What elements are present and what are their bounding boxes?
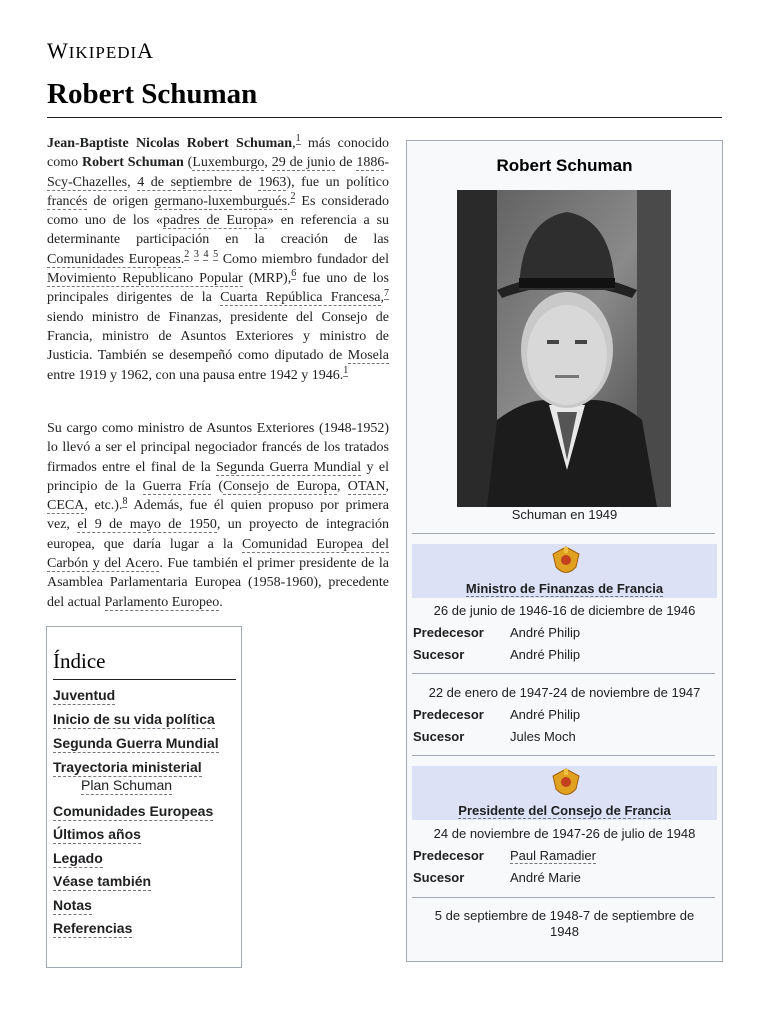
toc-item-plan-schuman[interactable]: Plan Schuman (81, 777, 173, 793)
text: ( (183, 155, 193, 171)
predecessor-label: Predecesor (413, 625, 484, 640)
link-cuarta-republica[interactable]: Cuarta República Francesa (220, 290, 381, 306)
office-name[interactable] (412, 581, 717, 596)
table-of-contents (46, 626, 242, 968)
infobox-divider (412, 755, 715, 756)
text: más conocido como (47, 136, 389, 171)
term-dates: 26 de junio de 1946-16 de diciembre de 1946 (433, 603, 696, 618)
toc-item-notas[interactable]: Notas (53, 897, 92, 913)
link-4-septiembre[interactable]: 4 de septiembre (137, 174, 233, 190)
toc-item-vease[interactable]: Véase también (53, 873, 152, 889)
predecessor-label: Predecesor (413, 848, 484, 863)
text: , (385, 478, 389, 494)
term-dates: 5 de septiembre de 1948-7 de septiembre de 1948 (434, 908, 695, 939)
text: , un proyecto de integración europea, que daría lugar a la (47, 517, 389, 552)
ref-7[interactable]: 7 (384, 287, 389, 299)
infobox-divider (412, 673, 715, 674)
portrait-illustration (457, 190, 671, 507)
link-guerra-fria[interactable]: Guerra Fría (142, 478, 212, 494)
text: Como miembro fundador del (218, 251, 389, 267)
ref-3[interactable]: 3 (193, 249, 199, 261)
text: de (232, 174, 259, 190)
office-name[interactable] (412, 803, 717, 818)
text: , (127, 174, 138, 190)
link-ceca-full[interactable]: Comunidad Europea del Carbón y del Acero (47, 536, 389, 572)
text: de origen (87, 193, 155, 209)
link-29-junio[interactable]: 29 de junio (271, 155, 336, 171)
text: , (264, 155, 272, 171)
link-ceca[interactable]: CECA (47, 498, 85, 514)
predecessor-value: André Philip (510, 707, 581, 722)
successor-label: Sucesor (413, 647, 465, 662)
infobox (406, 140, 723, 962)
page-title: Robert Schuman (47, 78, 258, 110)
lead-paragraph-1: Jean-Baptiste Nicolas Robert Schuman,$^1$ más conocido como Robert Schuman (Luxemburgo, 29 de junio de 1886-Scy-Chazelles, 4 de septiembre de 1963), fue un político francés de origen germano-luxemburgués.$^2$ Es considerado como uno de los «padres de Europa» en referencia a su determinante participación en la creación de las Comunidades Europeas.$^2$ $^3$ $^4$ $^5$ Como miembro fundador del Movimiento Republicano Popular (MRP),$^6$ fue uno de los principales dirigentes de la Cuarta República Francesa,$^7$ siendo ministro de Finanzas, presidente del Consejo de Francia, ministro de Asuntos Exteriores y ministro de Justicia. También se desempeñó como diputado de Mosela entre 1919 y 1962, con una pausa entre 1942 y 1946.$^1$ (47, 133, 390, 383)
wordmark-a: A (137, 38, 155, 63)
link-germano-luxemburgues[interactable]: germano-luxemburgués (154, 193, 287, 209)
text: ), fue un político (286, 174, 390, 190)
infobox-title: Robert Schuman (496, 156, 633, 175)
text: fue uno de los principales dirigentes de la (47, 271, 390, 306)
text: Su cargo como ministro de Asuntos Exteriores (1948-1952) lo llevó a ser el principal negociador francés de los tratados firmados entre el final de la (47, 421, 389, 475)
wordmark-rest: IKIPEDI (68, 43, 138, 62)
toc-item-inicio[interactable]: Inicio de su vida política (53, 711, 215, 727)
title-divider (47, 117, 722, 118)
ref-8[interactable]: 8 (122, 495, 128, 507)
link-otan[interactable]: OTAN (347, 478, 386, 494)
ref-1b[interactable]: 1 (343, 364, 349, 376)
link-mrp[interactable]: Movimiento Republicano Popular (47, 271, 243, 287)
text: ( (211, 478, 224, 494)
ref-6[interactable]: 6 (291, 268, 297, 280)
wordmark-w: W (47, 38, 69, 63)
ref-4[interactable]: 4 (203, 249, 209, 261)
term-dates: 24 de noviembre de 1947-26 de julio de 1948 (433, 826, 696, 841)
short-name: Robert Schuman (81, 155, 184, 171)
text: siendo ministro de Finanzas, presidente del Consejo de Francia, ministro de Asuntos Exteriores y ministro de Justicia. También se desempeñó como diputado de (47, 309, 389, 364)
toc-item-trayectoria[interactable]: Trayectoria ministerial (53, 759, 202, 775)
toc-item-legado[interactable]: Legado (53, 850, 103, 866)
link-padres-de-europa[interactable]: padres de Europa (163, 213, 267, 229)
toc-divider (53, 679, 236, 680)
text: Es considerado como uno de los « (47, 193, 389, 229)
text: de (335, 155, 357, 171)
ref-2[interactable]: 2 (290, 191, 296, 203)
photo-caption: Schuman en 1949 (511, 507, 618, 522)
link-9-mayo-1950[interactable]: el 9 de mayo de 1950 (77, 517, 217, 533)
toc-heading: Índice (53, 649, 106, 673)
toc-item-juventud[interactable]: Juventud (53, 687, 116, 703)
coat-of-arms-icon (551, 767, 581, 801)
full-name: Jean-Baptiste Nicolas Robert Schuman (47, 136, 293, 151)
text: » en referencia a su determinante participación en la creación de las (47, 213, 390, 248)
text: , etc.). (84, 498, 123, 514)
successor-value: André Philip (510, 647, 581, 662)
text: y el principio de la (47, 459, 389, 494)
text: . (219, 594, 223, 610)
ref-2b[interactable]: 2 (184, 249, 190, 261)
link-scy-chazelles[interactable]: Scy-Chazelles (47, 174, 128, 190)
text: - (384, 155, 390, 171)
lead-paragraph-2 (47, 419, 389, 612)
office-name-label[interactable]: Presidente del Consejo de Francia (458, 803, 671, 818)
office-header-finanzas (412, 544, 717, 598)
link-comunidades-europeas[interactable]: Comunidades Europeas (47, 251, 181, 267)
coat-of-arms-icon (551, 545, 581, 579)
successor-value: Jules Moch (510, 729, 576, 744)
office-name-label[interactable]: Ministro de Finanzas de Francia (465, 581, 664, 596)
text: , (380, 290, 384, 306)
link-1886[interactable]: 1886 (356, 155, 385, 171)
link-parlamento-europeo[interactable]: Parlamento Europeo (104, 594, 220, 610)
predecessor-value: André Philip (510, 625, 581, 640)
link-1963[interactable]: 1963 (258, 174, 287, 190)
link-luxemburgo[interactable]: Luxemburgo (192, 155, 265, 171)
term-dates: 22 de enero de 1947-24 de noviembre de 1947 (428, 685, 701, 700)
infobox-divider (412, 533, 715, 534)
text: Además, fue él quien propuso por primera vez, (47, 498, 389, 533)
ref-1[interactable]: 1 (295, 133, 301, 145)
toc-item-comunidades[interactable]: Comunidades Europeas (53, 803, 214, 819)
wikipedia-wordmark[interactable] (47, 38, 154, 64)
text: (MRP), (242, 271, 292, 287)
predecessor-link[interactable]: Paul Ramadier (510, 848, 596, 863)
link-frances[interactable]: francés (47, 193, 88, 209)
text: . (286, 193, 291, 209)
successor-label: Sucesor (413, 729, 465, 744)
toc-item-ultimos[interactable]: Últimos años (53, 826, 141, 842)
successor-label: Sucesor (413, 870, 465, 885)
infobox-divider (412, 897, 715, 898)
link-mosela[interactable]: Mosela (347, 348, 389, 364)
text: . (180, 251, 185, 267)
text: , (337, 478, 348, 494)
toc-item-referencias[interactable]: Referencias (53, 920, 133, 936)
link-consejo-de-europa[interactable]: Consejo de Europa (223, 478, 338, 494)
office-header-presidente (412, 766, 717, 820)
predecessor-label: Predecesor (413, 707, 484, 722)
link-segunda-guerra-mundial[interactable]: Segunda Guerra Mundial (215, 459, 362, 475)
text: . Fue también el primer presidente de la Asamblea Parlamentaria Europea (1958-1960), precedente del actual (47, 556, 389, 610)
ref-5[interactable]: 5 (213, 249, 219, 261)
toc-item-segunda-guerra[interactable]: Segunda Guerra Mundial (53, 735, 219, 751)
portrait-photo[interactable] (457, 190, 671, 507)
text: entre 1919 y 1962, con una pausa entre 1942 y 1946. (47, 367, 344, 383)
successor-value: André Marie (510, 870, 581, 885)
